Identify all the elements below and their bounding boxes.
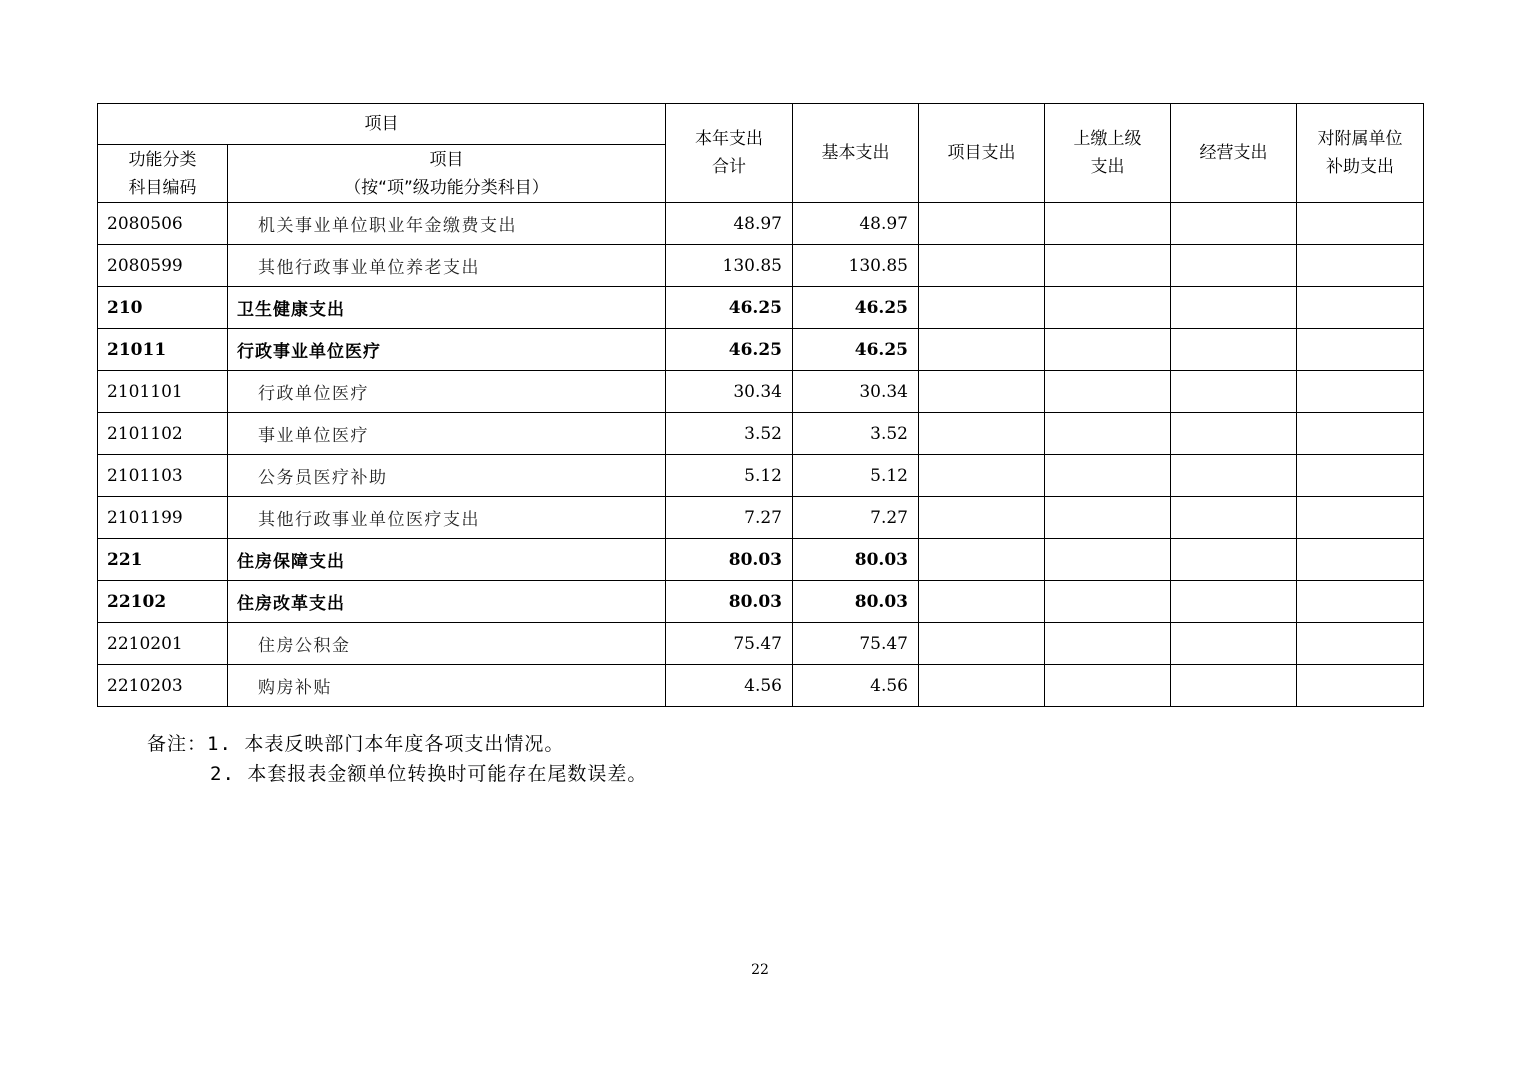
cell-basic: 5.12 bbox=[793, 455, 919, 497]
page-number: 22 bbox=[751, 962, 769, 978]
cell-total: 4.56 bbox=[666, 665, 793, 707]
table-row bbox=[98, 203, 1424, 245]
header-project-group: 项目 bbox=[98, 104, 666, 145]
cell-business bbox=[1171, 623, 1297, 665]
cell-project bbox=[919, 329, 1045, 371]
cell-total: 75.47 bbox=[666, 623, 793, 665]
cell-total: 46.25 bbox=[666, 329, 793, 371]
table-row bbox=[98, 623, 1424, 665]
cell-total: 80.03 bbox=[666, 581, 793, 623]
cell-basic: 30.34 bbox=[793, 371, 919, 413]
header-code bbox=[98, 145, 228, 203]
cell-total: 30.34 bbox=[666, 371, 793, 413]
cell-project bbox=[919, 287, 1045, 329]
header-name-line2: （按“项”级功能分类科目） bbox=[344, 177, 549, 198]
cell-total: 7.27 bbox=[666, 497, 793, 539]
cell-name: 公务员医疗补助 bbox=[228, 455, 666, 497]
header-upper bbox=[1045, 104, 1171, 203]
cell-code: 2080506 bbox=[98, 203, 228, 245]
cell-name: 机关事业单位职业年金缴费支出 bbox=[228, 203, 666, 245]
cell-code: 2101103 bbox=[98, 455, 228, 497]
cell-business bbox=[1171, 581, 1297, 623]
note-line-1: 备注：1. 本表反映部门本年度各项支出情况。 bbox=[147, 733, 565, 755]
cell-project bbox=[919, 455, 1045, 497]
header-subsidy-line2: 补助支出 bbox=[1326, 157, 1394, 177]
cell-project bbox=[919, 581, 1045, 623]
cell-business bbox=[1171, 455, 1297, 497]
cell-business bbox=[1171, 371, 1297, 413]
cell-name: 行政单位医疗 bbox=[228, 371, 666, 413]
cell-basic: 46.25 bbox=[793, 287, 919, 329]
cell-basic: 130.85 bbox=[793, 245, 919, 287]
cell-name: 行政事业单位医疗 bbox=[228, 329, 666, 371]
header-code-line1: 功能分类 bbox=[128, 149, 197, 170]
cell-basic: 46.25 bbox=[793, 329, 919, 371]
cell-subsidy bbox=[1297, 371, 1424, 413]
header-total-line1: 本年支出 bbox=[695, 129, 763, 149]
cell-basic: 4.56 bbox=[793, 665, 919, 707]
cell-business bbox=[1171, 413, 1297, 455]
cell-code: 2210201 bbox=[98, 623, 228, 665]
cell-upper bbox=[1045, 203, 1171, 245]
cell-project bbox=[919, 371, 1045, 413]
cell-code: 21011 bbox=[98, 329, 228, 371]
table-row bbox=[98, 329, 1424, 371]
header-business: 经营支出 bbox=[1171, 104, 1297, 203]
cell-name: 购房补贴 bbox=[228, 665, 666, 707]
cell-project bbox=[919, 497, 1045, 539]
cell-name: 事业单位医疗 bbox=[228, 413, 666, 455]
cell-project bbox=[919, 413, 1045, 455]
cell-subsidy bbox=[1297, 203, 1424, 245]
cell-code: 210 bbox=[98, 287, 228, 329]
header-subsidy bbox=[1297, 104, 1424, 203]
cell-upper bbox=[1045, 539, 1171, 581]
header-name bbox=[228, 145, 666, 203]
table-row bbox=[98, 455, 1424, 497]
cell-upper bbox=[1045, 665, 1171, 707]
table-row bbox=[98, 245, 1424, 287]
cell-basic: 7.27 bbox=[793, 497, 919, 539]
cell-business bbox=[1171, 287, 1297, 329]
cell-upper bbox=[1045, 287, 1171, 329]
cell-code: 2101199 bbox=[98, 497, 228, 539]
table-row bbox=[98, 371, 1424, 413]
cell-code: 2210203 bbox=[98, 665, 228, 707]
cell-project bbox=[919, 539, 1045, 581]
cell-total: 3.52 bbox=[666, 413, 793, 455]
cell-project bbox=[919, 203, 1045, 245]
cell-name: 卫生健康支出 bbox=[228, 287, 666, 329]
table-row bbox=[98, 665, 1424, 707]
cell-upper bbox=[1045, 497, 1171, 539]
table-row bbox=[98, 413, 1424, 455]
cell-business bbox=[1171, 539, 1297, 581]
header-basic: 基本支出 bbox=[793, 104, 919, 203]
header-project: 项目支出 bbox=[919, 104, 1045, 203]
cell-code: 22102 bbox=[98, 581, 228, 623]
cell-upper bbox=[1045, 455, 1171, 497]
cell-name: 其他行政事业单位医疗支出 bbox=[228, 497, 666, 539]
table-notes bbox=[147, 729, 647, 789]
header-total bbox=[666, 104, 793, 203]
cell-project bbox=[919, 665, 1045, 707]
cell-total: 80.03 bbox=[666, 539, 793, 581]
cell-subsidy bbox=[1297, 665, 1424, 707]
expenditure-table bbox=[97, 103, 1424, 707]
cell-name: 住房公积金 bbox=[228, 623, 666, 665]
header-upper-line2: 支出 bbox=[1090, 157, 1125, 177]
cell-upper bbox=[1045, 371, 1171, 413]
cell-basic: 75.47 bbox=[793, 623, 919, 665]
header-total-line2: 合计 bbox=[712, 157, 746, 177]
cell-subsidy bbox=[1297, 287, 1424, 329]
cell-total: 46.25 bbox=[666, 287, 793, 329]
cell-upper bbox=[1045, 413, 1171, 455]
cell-total: 5.12 bbox=[666, 455, 793, 497]
cell-subsidy bbox=[1297, 245, 1424, 287]
cell-code: 2101101 bbox=[98, 371, 228, 413]
cell-basic: 80.03 bbox=[793, 581, 919, 623]
cell-subsidy bbox=[1297, 581, 1424, 623]
header-upper-line1: 上缴上级 bbox=[1073, 129, 1142, 149]
cell-name: 住房改革支出 bbox=[228, 581, 666, 623]
cell-subsidy bbox=[1297, 413, 1424, 455]
cell-upper bbox=[1045, 329, 1171, 371]
cell-subsidy bbox=[1297, 497, 1424, 539]
cell-code: 2101102 bbox=[98, 413, 228, 455]
table-row bbox=[98, 539, 1424, 581]
cell-project bbox=[919, 623, 1045, 665]
cell-code: 221 bbox=[98, 539, 228, 581]
cell-basic: 3.52 bbox=[793, 413, 919, 455]
cell-name: 其他行政事业单位养老支出 bbox=[228, 245, 666, 287]
note-line-2: 2. 本套报表金额单位转换时可能存在尾数误差。 bbox=[210, 763, 648, 785]
table-row bbox=[98, 287, 1424, 329]
cell-code: 2080599 bbox=[98, 245, 228, 287]
cell-subsidy bbox=[1297, 455, 1424, 497]
table-header bbox=[98, 104, 1424, 203]
cell-business bbox=[1171, 203, 1297, 245]
cell-project bbox=[919, 245, 1045, 287]
cell-subsidy bbox=[1297, 539, 1424, 581]
header-subsidy-line1: 对附属单位 bbox=[1317, 129, 1403, 149]
cell-upper bbox=[1045, 245, 1171, 287]
cell-business bbox=[1171, 329, 1297, 371]
table-row bbox=[98, 581, 1424, 623]
table-row bbox=[98, 497, 1424, 539]
cell-business bbox=[1171, 245, 1297, 287]
header-code-line2: 科目编码 bbox=[128, 177, 197, 198]
cell-upper bbox=[1045, 623, 1171, 665]
cell-basic: 80.03 bbox=[793, 539, 919, 581]
cell-business bbox=[1171, 497, 1297, 539]
cell-upper bbox=[1045, 581, 1171, 623]
cell-total: 130.85 bbox=[666, 245, 793, 287]
cell-name: 住房保障支出 bbox=[228, 539, 666, 581]
cell-basic: 48.97 bbox=[793, 203, 919, 245]
cell-subsidy bbox=[1297, 623, 1424, 665]
header-name-line1: 项目 bbox=[429, 149, 464, 170]
table-body bbox=[98, 203, 1424, 707]
cell-total: 48.97 bbox=[666, 203, 793, 245]
cell-business bbox=[1171, 665, 1297, 707]
cell-subsidy bbox=[1297, 329, 1424, 371]
